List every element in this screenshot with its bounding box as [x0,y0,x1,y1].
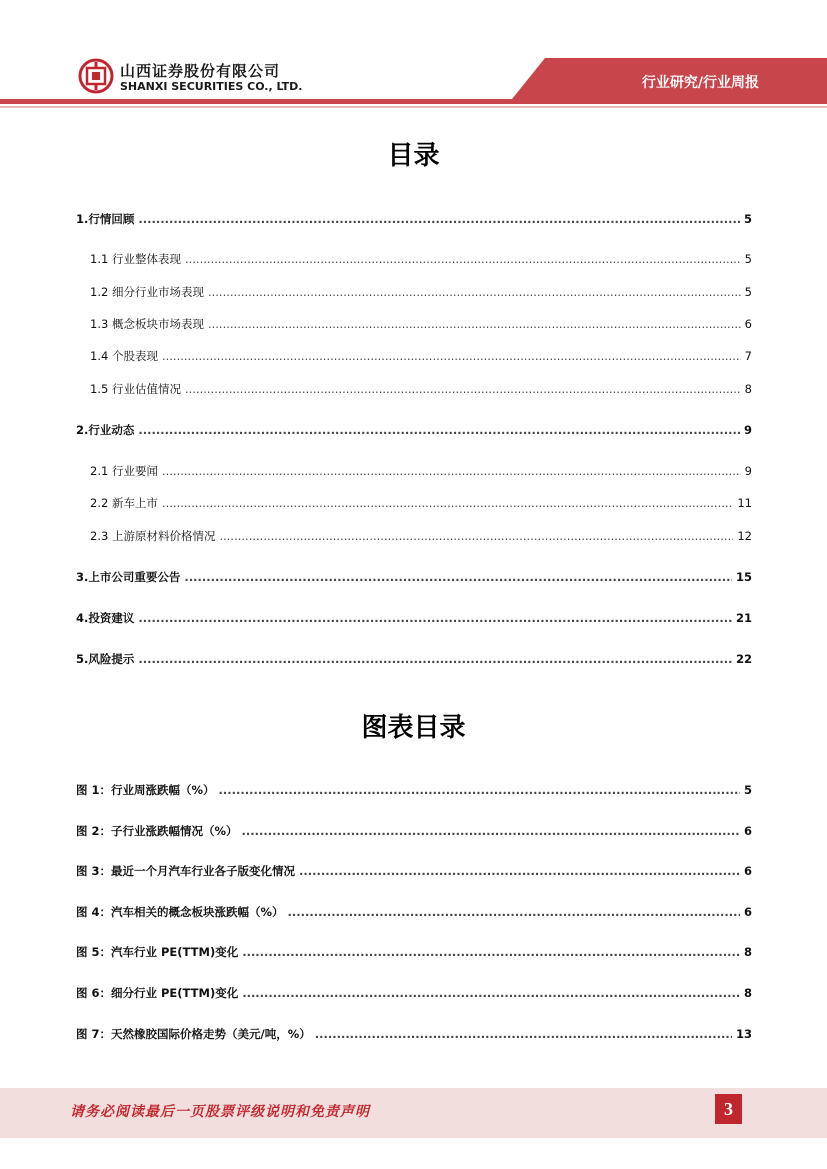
figure-item-page: 5 [743,783,752,797]
figure-item[interactable] [76,823,752,839]
toc-item-page: 21 [735,611,752,625]
company-name-en: SHANXI SECURITIES CO., LTD. [120,80,303,93]
figure-item-label: 图 5：汽车行业 PE(TTM)变化 [76,945,239,959]
toc-item-label: 3.上市公司重要公告 [76,570,181,584]
dot-leader [185,382,741,396]
figure-item-label: 图 6：细分行业 PE(TTM)变化 [76,986,239,1000]
toc-item[interactable] [90,284,752,300]
toc-item[interactable] [90,316,752,332]
toc-item-page: 9 [743,423,752,437]
figure-item-page: 6 [743,905,752,919]
toc-item[interactable] [90,528,752,544]
toc-item-label: 2.3 上游原材料价格情况 [90,529,216,543]
dot-leader [219,529,733,543]
toc-item[interactable] [76,211,752,227]
figure-item-label: 图 2：子行业涨跌幅情况（%） [76,824,238,838]
dot-leader [242,986,740,1000]
figure-item[interactable] [76,985,752,1001]
toc-item-page: 11 [737,496,752,510]
dot-leader [288,905,740,919]
toc-item[interactable] [90,463,752,479]
figure-item-page: 8 [743,986,752,1000]
dot-leader [184,570,732,584]
dot-leader [162,464,741,478]
figure-item-page: 8 [743,945,752,959]
toc-item[interactable] [90,381,752,397]
toc-item[interactable] [90,348,752,364]
toc-item[interactable] [76,569,752,585]
toc-item-page: 5 [743,212,752,226]
toc-title: 目录 [387,141,440,171]
toc-item-label: 1.行情回顾 [76,212,135,226]
company-logo [78,58,318,100]
toc-item-page: 5 [744,252,752,266]
dot-leader [138,423,740,437]
toc-item-label: 2.2 新车上市 [90,496,158,510]
toc-item[interactable] [76,610,752,626]
figure-item-page: 6 [743,824,752,838]
figure-item[interactable] [76,1026,752,1042]
figure-item-label: 图 4：汽车相关的概念板块涨跌幅（%） [76,905,284,919]
dot-leader [208,285,741,299]
figure-item[interactable] [76,782,752,798]
page-header [0,0,827,112]
figure-item[interactable] [76,863,752,879]
figure-item-page: 6 [743,864,752,878]
figure-item-label: 图 1：行业周涨跌幅（%） [76,783,215,797]
toc-item-page: 7 [744,349,752,363]
figure-list-title: 图表目录 [361,713,466,743]
figure-item[interactable] [76,944,752,960]
company-name-cn: 山西证券股份有限公司 [120,62,281,80]
toc-item-label: 1.5 行业估值情况 [90,382,181,396]
figure-item-label: 图 7：天然橡胶国际价格走势（美元/吨，%） [76,1027,311,1041]
toc-item[interactable] [90,495,752,511]
dot-leader [162,349,741,363]
figure-item-label: 图 3：最近一个月汽车行业各子版变化情况 [76,864,296,878]
toc-item-page: 12 [737,529,752,543]
toc-item-page: 22 [735,652,752,666]
dot-leader [138,212,740,226]
report-type-label: 行业研究/行业周报 [641,75,759,91]
toc-item-label: 1.2 细分行业市场表现 [90,285,204,299]
dot-leader [242,945,740,959]
toc-item-page: 5 [744,285,752,299]
dot-leader [162,496,733,510]
footer-disclaimer: 请务必阅读最后一页股票评级说明和免责声明 [70,1104,370,1120]
toc-item-page: 15 [735,570,752,584]
figure-item[interactable] [76,904,752,920]
toc-item[interactable] [76,651,752,667]
figure-item-page: 13 [735,1027,752,1041]
toc-item-label: 2.行业动态 [76,423,135,437]
toc-item[interactable] [76,422,752,438]
dot-leader [185,252,741,266]
logo-seal-icon [78,58,114,94]
toc-item-label: 5.风险提示 [76,652,135,666]
dot-leader [219,783,740,797]
dot-leader [208,317,741,331]
toc-item-page: 6 [744,317,752,331]
toc-item-label: 1.1 行业整体表现 [90,252,181,266]
page-number: 3 [715,1094,742,1124]
toc-item-page: 9 [744,464,752,478]
dot-leader [315,1027,732,1041]
toc-item-label: 1.4 个股表现 [90,349,158,363]
toc-item-page: 8 [744,382,752,396]
dot-leader [138,611,732,625]
toc-item[interactable] [90,251,752,267]
toc-item-label: 4.投资建议 [76,611,135,625]
dot-leader [138,652,732,666]
dot-leader [242,824,740,838]
toc-item-label: 2.1 行业要闻 [90,464,158,478]
toc-item-label: 1.3 概念板块市场表现 [90,317,204,331]
dot-leader [299,864,740,878]
